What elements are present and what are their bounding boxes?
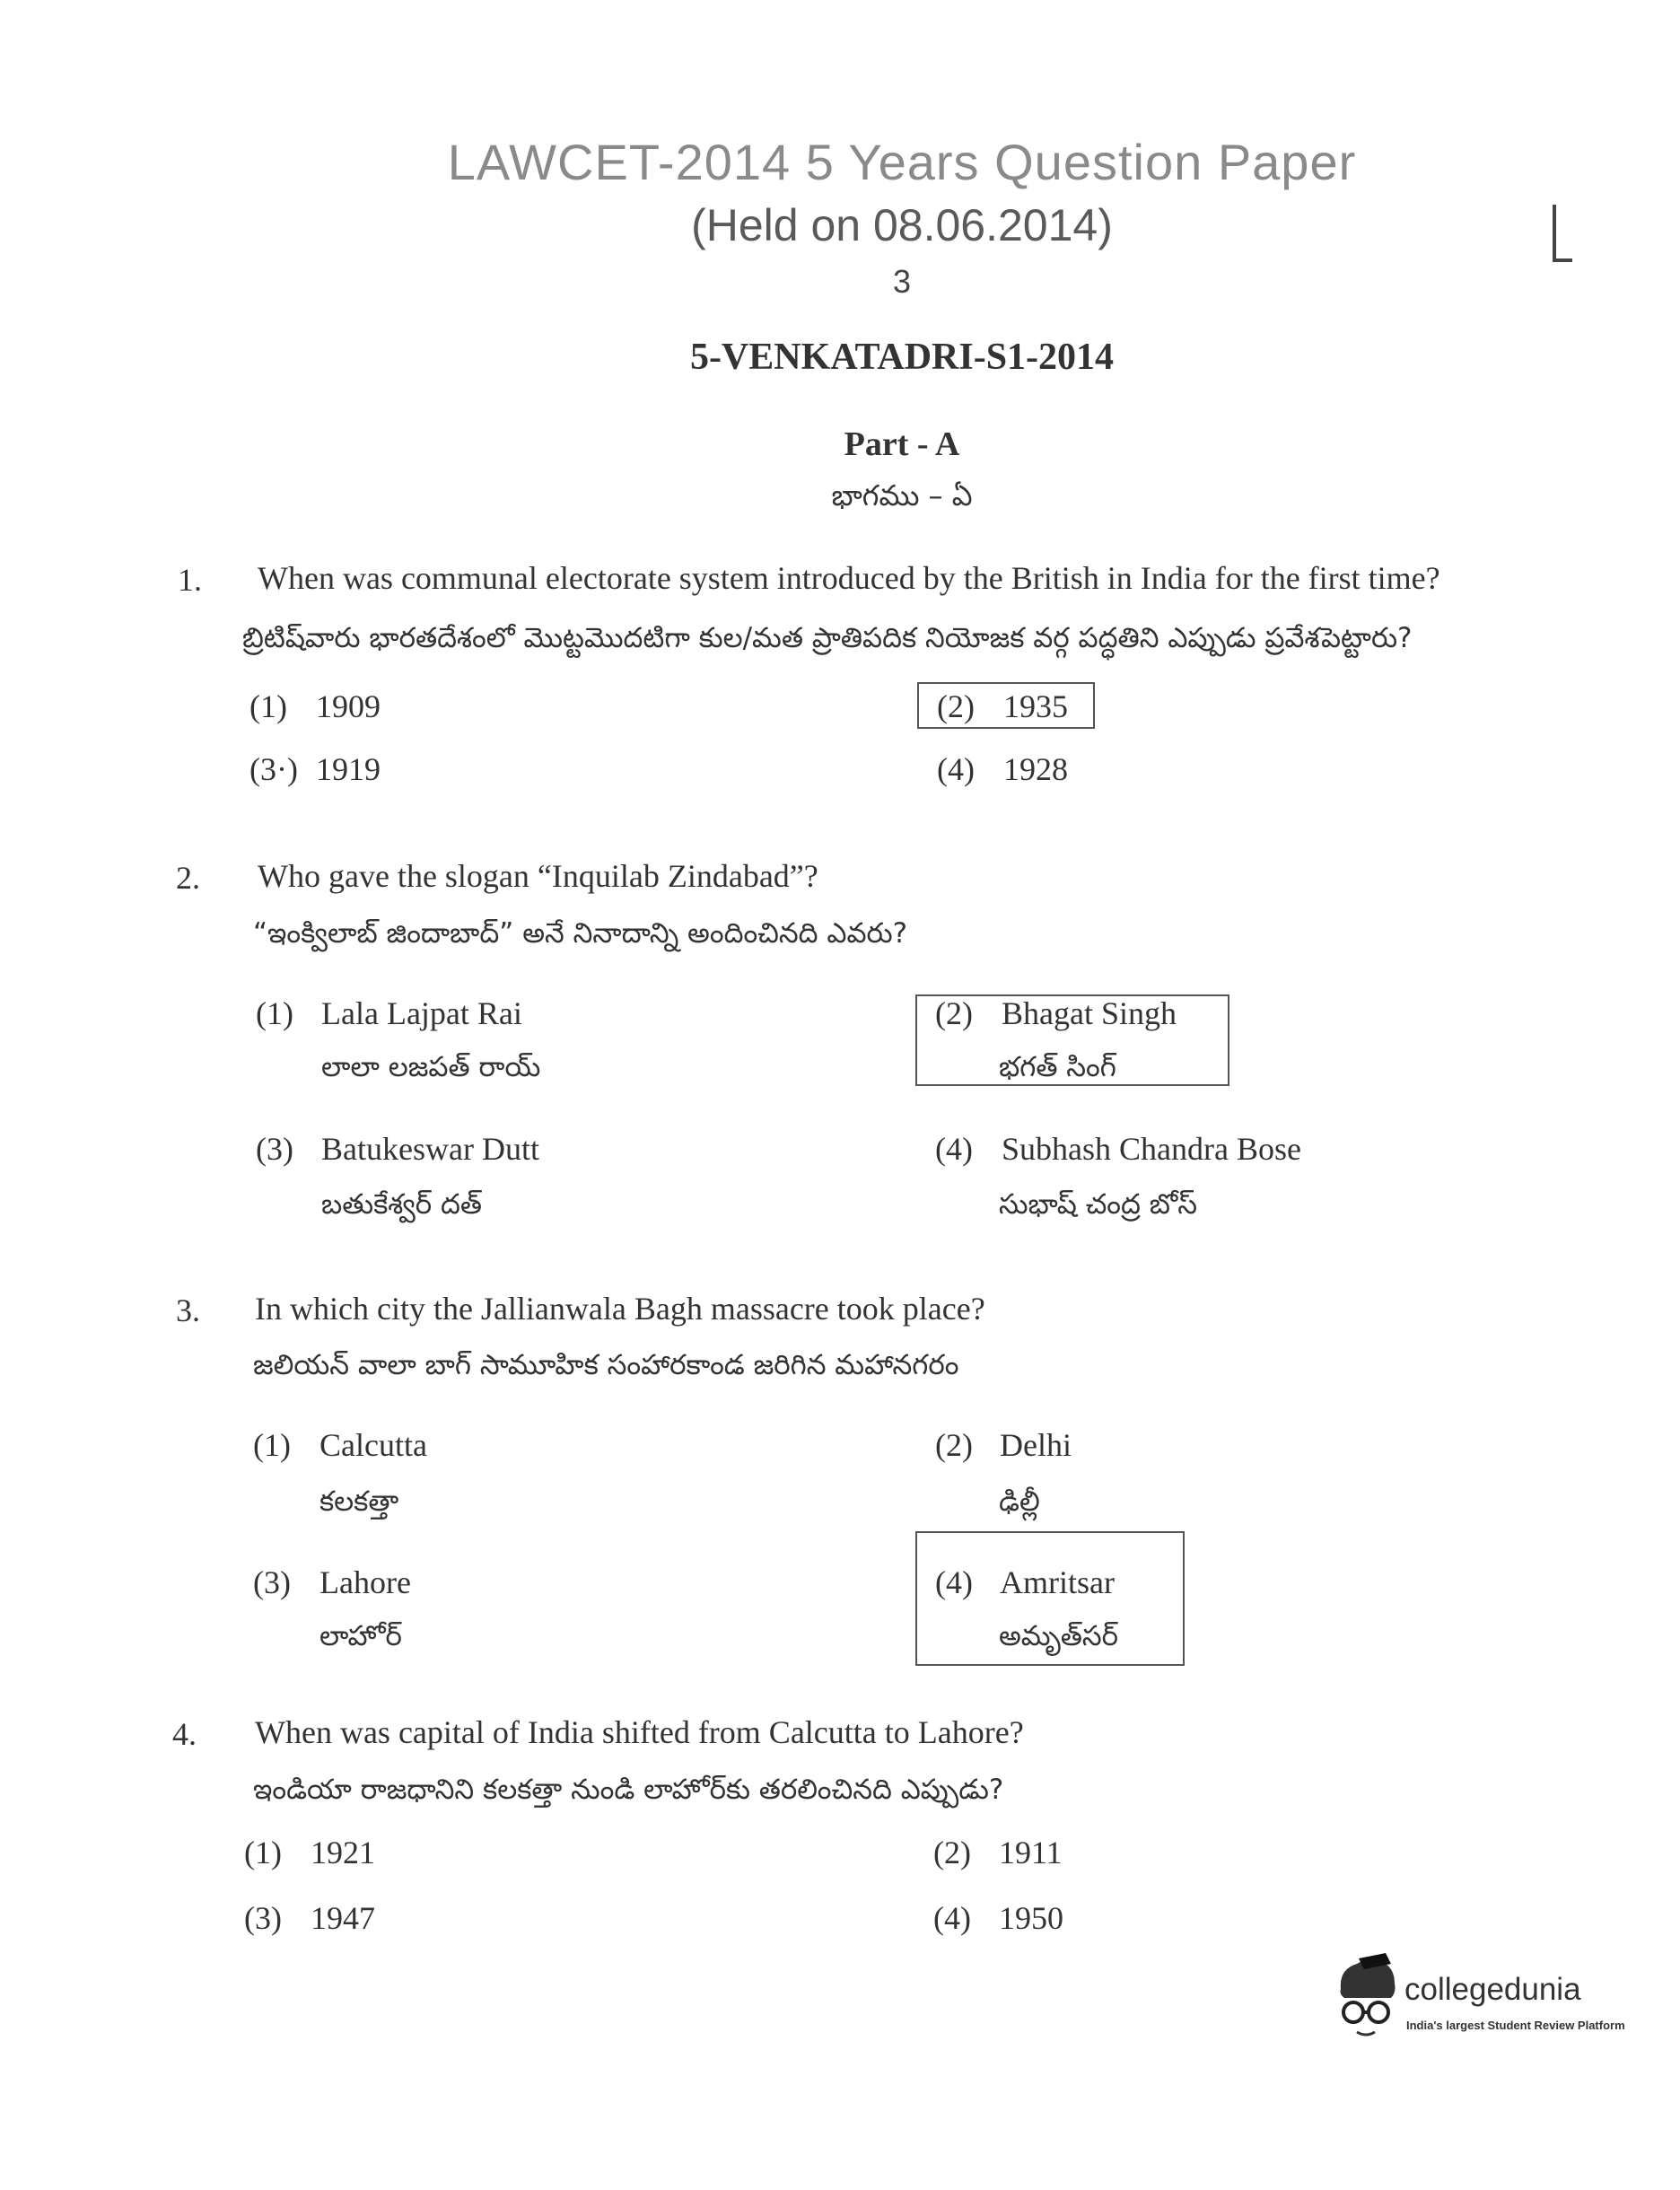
option-label: (4) xyxy=(933,1900,971,1936)
question-text-telugu: బ్రిటిష్‌వారు భారతదేశంలో మొట్టమొదటిగా కుల/మత ప్రాతిపదిక నియోజక వర్గ పద్ధతిని ఎప్పుడు ప్రవేశపెట్టారు? xyxy=(242,622,1413,654)
set-code: 5-VENKATADRI-S1-2014 xyxy=(689,337,1115,378)
question-number: 3. xyxy=(176,1292,200,1328)
brand-tagline: India's largest Student Review Platform xyxy=(1406,2019,1625,2032)
question-text: When was capital of India shifted from Calcutta to Lahore? xyxy=(255,1714,1024,1750)
option-text-telugu: లాహోర్ xyxy=(319,1620,402,1652)
part-heading: Part - A xyxy=(844,425,960,463)
option-label: (2) xyxy=(935,995,973,1031)
option-text: 1921 xyxy=(311,1835,375,1870)
option-label: (1) xyxy=(249,688,287,724)
question-text-telugu: “ఇంక్విలాబ్ జిందాబాద్” అనే నినాదాన్ని అందించినది ఎవరు? xyxy=(253,917,908,950)
question-text: Who gave the slogan “Inquilab Zindabad”? xyxy=(258,858,818,894)
option-text-telugu: కలకత్తా xyxy=(319,1485,399,1518)
question-text: When was communal electorate system introduced by the British in India for the first time? xyxy=(258,560,1440,596)
option-label: (2) xyxy=(935,1427,973,1463)
question-text-telugu: జలియన్ వాలా బాగ్ సామూహిక సంహారకాండ జరిగిన మహానగరం xyxy=(253,1349,959,1381)
option-label: (3) xyxy=(244,1900,282,1936)
option-label: (1) xyxy=(244,1835,282,1870)
option-text: 1911 xyxy=(999,1835,1063,1870)
option-label: (3·) xyxy=(249,751,298,787)
document-title: LAWCET-2014 5 Years Question Paper xyxy=(447,134,1357,190)
option-text: Amritsar xyxy=(1000,1564,1115,1600)
option-label: (2) xyxy=(933,1835,971,1870)
option-text: Calcutta xyxy=(319,1427,427,1463)
question-text: In which city the Jallianwala Bagh massacre took place? xyxy=(255,1291,985,1327)
option-text: 1909 xyxy=(316,688,381,724)
question-number: 4. xyxy=(172,1716,197,1752)
question-number: 2. xyxy=(176,860,200,896)
student-mascot-icon xyxy=(1332,1953,1404,2043)
option-text-telugu: సుభాష్ చంద్ర బోస్ xyxy=(999,1188,1197,1221)
option-text: 1950 xyxy=(999,1900,1063,1936)
brand-name: collegedunia xyxy=(1404,1972,1581,2007)
option-text: Lahore xyxy=(319,1564,411,1600)
exam-date: (Held on 08.06.2014) xyxy=(691,200,1113,250)
option-label: (2) xyxy=(937,688,975,724)
option-text: Batukeswar Dutt xyxy=(321,1131,539,1167)
option-text: 1935 xyxy=(1003,688,1068,724)
option-text-telugu: బతుకేశ్వర్ దత్ xyxy=(321,1188,483,1221)
option-label: (4) xyxy=(935,1564,973,1600)
option-label: (3) xyxy=(256,1131,293,1167)
option-label: (4) xyxy=(937,751,975,787)
option-text-telugu: లాలా లజపత్ రాయ్ xyxy=(321,1051,541,1083)
option-text: 1947 xyxy=(311,1900,375,1936)
option-text: 1928 xyxy=(1003,751,1068,787)
option-text: Subhash Chandra Bose xyxy=(1002,1131,1301,1167)
option-label: (1) xyxy=(256,995,293,1031)
option-label: (4) xyxy=(935,1131,973,1167)
part-heading-telugu: భాగము – ఏ xyxy=(831,478,973,512)
option-label: (1) xyxy=(253,1427,291,1463)
option-text: Bhagat Singh xyxy=(1002,995,1177,1031)
option-text: Lala Lajpat Rai xyxy=(321,995,522,1031)
corner-bracket-mark xyxy=(1553,205,1572,262)
option-text-telugu: భగత్ సింగ్ xyxy=(999,1051,1116,1083)
option-text: 1919 xyxy=(316,751,381,787)
page-number: 3 xyxy=(892,263,912,300)
option-text-telugu: ఢిల్లీ xyxy=(999,1485,1040,1518)
option-label: (3) xyxy=(253,1564,291,1600)
option-text-telugu: అమృత్‌సర్ xyxy=(999,1620,1119,1652)
option-text: Delhi xyxy=(1000,1427,1072,1463)
question-text-telugu: ఇండియా రాజధానిని కలకత్తా నుండి లాహోర్‌కు తరలించినది ఎప్పుడు? xyxy=(253,1774,1004,1806)
question-number: 1. xyxy=(178,562,202,598)
